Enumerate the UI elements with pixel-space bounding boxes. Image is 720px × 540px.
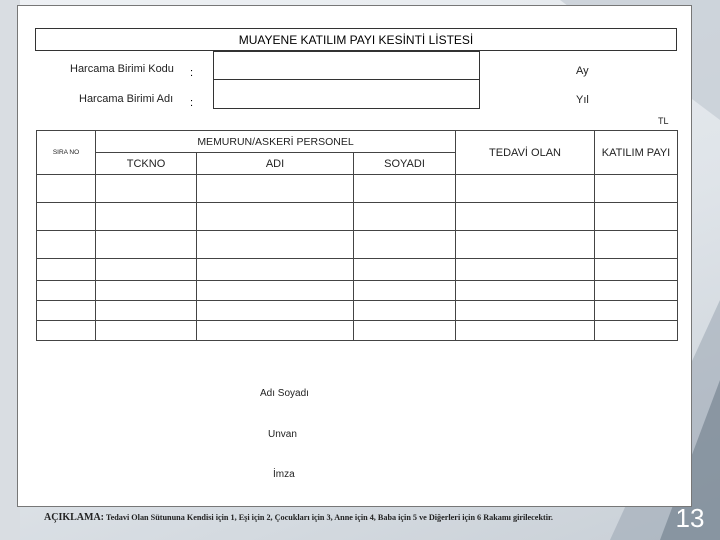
col-adi: ADI: [197, 153, 354, 175]
name-signature-label: Adı Soyadı: [260, 388, 309, 399]
col-katilim-payi: KATILIM PAYI: [595, 131, 678, 175]
explanation-text: Tedavi Olan Sütununa Kendisi için 1, Eşi için 2, Çocukları için 3, Anne için 4, Baba için 5 ve Diğerleri için 6 Rakamı girilecektir.: [105, 513, 553, 522]
title-signature-label: Unvan: [268, 429, 297, 440]
unit-input-box[interactable]: [213, 51, 480, 109]
col-sira-no: SIRA NO: [37, 131, 96, 175]
table-row: [37, 175, 678, 203]
col-group-personnel: MEMURUN/ASKERİ PERSONEL: [96, 131, 456, 153]
signature-label: İmza: [273, 469, 295, 480]
explanation-heading: AÇIKLAMA:: [44, 512, 104, 523]
unit-name-colon: :: [190, 97, 194, 109]
col-tedavi-olan: TEDAVİ OLAN: [456, 131, 595, 175]
table-row: [37, 231, 678, 259]
month-label: Ay: [576, 65, 589, 77]
year-label: Yıl: [576, 94, 589, 106]
unit-code-label: Harcama Birimi Kodu: [70, 63, 174, 75]
deduction-table: [36, 130, 677, 362]
table-row: [37, 301, 678, 321]
table-row: [37, 203, 678, 231]
form-title: MUAYENE KATILIM PAYI KESİNTİ LİSTESİ: [35, 28, 677, 51]
explanation-note: [44, 512, 553, 523]
table-row: [37, 281, 678, 301]
unit-code-colon: :: [190, 67, 194, 79]
unit-name-label: Harcama Birimi Adı: [79, 93, 174, 105]
col-soyadi: SOYADI: [354, 153, 456, 175]
col-tckno: TCKNO: [96, 153, 197, 175]
currency-label: TL: [658, 116, 669, 126]
table-row: [37, 259, 678, 281]
table-row: [37, 321, 678, 341]
page-number: 13: [675, 503, 705, 533]
